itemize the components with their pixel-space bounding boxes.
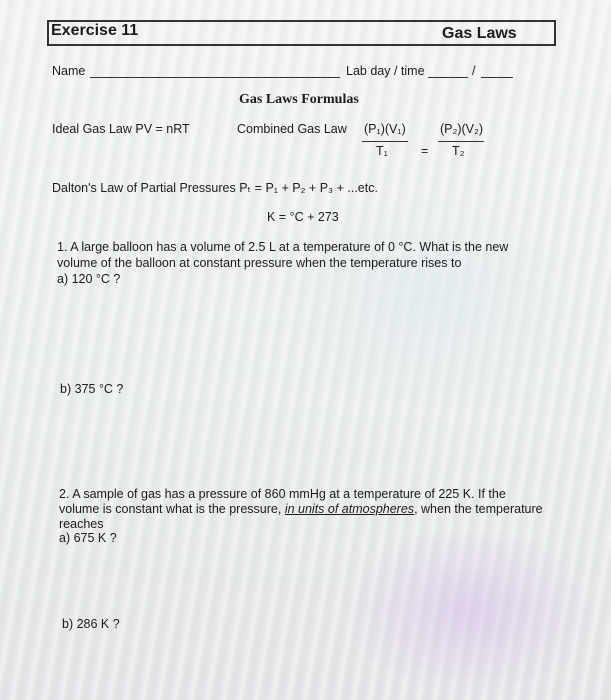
exercise-topic: Gas Laws: [442, 25, 517, 42]
lab-day-label: Lab day / time: [346, 64, 425, 78]
lab-slash: /: [472, 64, 476, 78]
combined-denominator-right: T₂: [452, 144, 465, 158]
formulas-heading: Gas Laws Formulas: [239, 92, 359, 107]
fraction-bar-right: [438, 141, 484, 142]
q2-line2-post: , when the temperature: [414, 502, 543, 516]
q2-line2-pre: volume is constant what is the pressure,: [59, 502, 282, 516]
q1-line1: 1. A large balloon has a volume of 2.5 L at a temperature of 0 °C. What is the new: [57, 240, 509, 254]
fraction-bar-left: [362, 141, 408, 142]
exercise-title: Exercise 11: [51, 22, 139, 39]
kelvin-conversion: K = °C + 273: [267, 210, 339, 224]
combined-gas-label: Combined Gas Law: [237, 122, 347, 136]
q2-line3: reaches: [59, 517, 104, 531]
combined-numerator-right: (P₂)(V₂): [440, 122, 484, 136]
daltons-law: Dalton's Law of Partial Pressures Pₜ = P₁ + P₂ + P₃ + ...etc.: [52, 181, 378, 195]
q1-line2: volume of the balloon at constant pressure when the temperature rises to: [57, 256, 462, 270]
ideal-gas-law: Ideal Gas Law PV = nRT: [52, 122, 190, 136]
q2-line2: [59, 502, 543, 516]
combined-equals: =: [421, 144, 429, 158]
name-blank[interactable]: [90, 77, 340, 78]
lab-day-blank[interactable]: [428, 77, 468, 78]
q1-part-b: b) 375 °C ?: [60, 382, 124, 396]
q2-line2-emphasis: in units of atmospheres: [284, 502, 415, 516]
q1-part-a: a) 120 °C ?: [57, 272, 121, 286]
q2-part-b: b) 286 K ?: [62, 617, 120, 631]
combined-numerator-left: (P₁)(V₁): [364, 122, 406, 136]
q2-line1: 2. A sample of gas has a pressure of 860 mmHg at a temperature of 225 K. If the: [59, 487, 506, 501]
combined-denominator-left: T₁: [376, 144, 388, 158]
lab-time-blank[interactable]: [481, 77, 513, 78]
name-label: Name: [52, 64, 86, 78]
q2-part-a: a) 675 K ?: [59, 531, 117, 545]
